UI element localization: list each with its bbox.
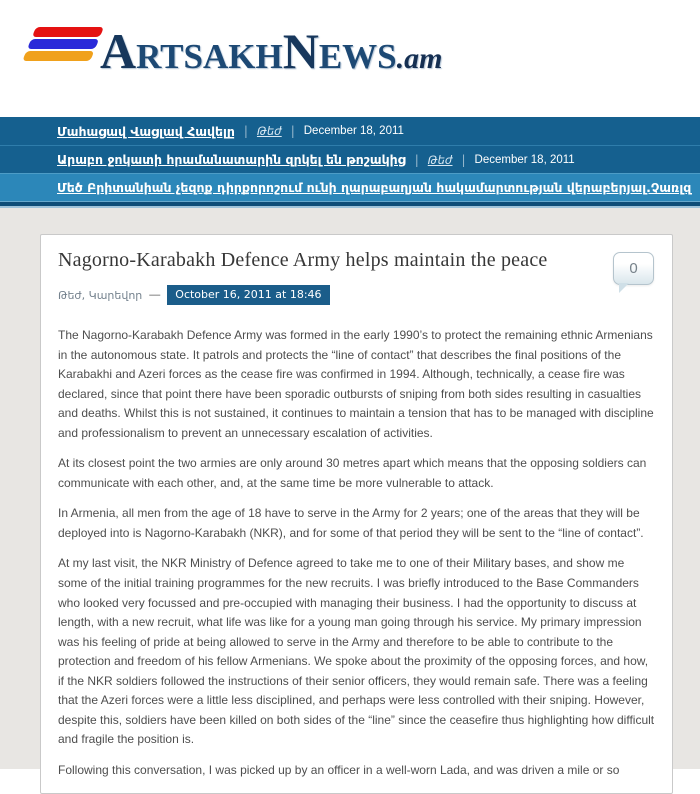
comments-bubble-icon[interactable] xyxy=(613,252,654,285)
page-body xyxy=(0,208,700,777)
armenian-flag-icon xyxy=(21,27,104,63)
article-paragraph: At my last visit, the NKR Ministry of Defence agreed to take me to one of their Military bases, and show me some of the initial training programmes for the new recruits. I was briefly introduced to the Base Commanders who looked very focussed and pre-occupied with managing their business. I had the opportunity to discuss at length, with a new recruit, what life was like for a young man going through his service. My primary impression was his feeling of pride at being allowed to serve in the Army and therefore to be able to contribute to the protection and freedom of his fellow Armenians. We spoke about the proximity of the opposing forces, and how, if the NKR soldiers followed the instructions of their senior officers, they would remain safe. There was a feeling that the Azeri forces were a little less disciplined, and perhaps were less controlled with their sniping. However, despite this, soldiers have been killed on both sides of the “line” since the ceasefire thus highlighting how difficult and fragile the position is. xyxy=(58,556,655,747)
article-meta xyxy=(58,285,655,305)
comments-count: 0 xyxy=(629,260,638,277)
article-content xyxy=(58,326,655,780)
ticker-footer-bar xyxy=(0,201,700,208)
ticker-headline-link[interactable]: Արաբո ջոկատի հրամանատարին զրկել են թոշակից xyxy=(57,152,406,167)
ticker-separator: | xyxy=(243,124,248,138)
ticker-row-2 xyxy=(0,145,700,173)
ticker-separator: | xyxy=(290,124,295,138)
article-paragraph: At its closest point the two armies are only around 30 metres apart which means that the opposing soldiers can communicate with each other, and, at the same time be more vulnerable to attack. xyxy=(58,456,647,490)
ticker-tag-link[interactable]: Թեժ xyxy=(427,152,453,167)
article-title: Nagorno-Karabakh Defence Army helps maintain the peace xyxy=(58,249,548,271)
article-date-badge: October 16, 2011 at 18:46 xyxy=(167,285,329,305)
ticker-date: December 18, 2011 xyxy=(303,125,404,137)
site-logo-text xyxy=(100,22,442,88)
article-categories-link[interactable]: Թեժ, Կարեվոր xyxy=(58,288,143,302)
ticker-separator: | xyxy=(461,152,466,167)
ticker-headline-link[interactable]: Մահացավ Վացլավ Հավելը xyxy=(57,123,235,139)
ticker-row-3 xyxy=(0,173,700,201)
ticker-headline-link[interactable]: Մեծ Բրիտանիան չեզոք դիրքորոշում ունի ղարաբաղյան հակամարտության վերաբերյալ.Չառլզ xyxy=(57,180,692,195)
ticker-separator: | xyxy=(414,152,419,167)
logo-letter-n: N xyxy=(282,23,319,79)
logo-rtsakh: RTSAKH xyxy=(136,37,283,76)
article-paragraph: In Armenia, all men from the age of 18 have to serve in the Army for 2 years; one of the areas that they will be deployed into is Nagorno-Karabakh (NKR), and for some of that period they will be sent to the “line of contact”. xyxy=(58,506,644,540)
logo-ews: EWS xyxy=(318,37,397,76)
article-paragraph: The Nagorno-Karabakh Defence Army was formed in the early 1990’s to protect the remaining ethnic Armenians in the autonomous state. It patrols and protects the “line of contact” that describes the final positions of the Karabakhi and Azeri forces as the cease fire was confirmed in 1994. Although, technically, a cease fire was declared, since that point there have been sporadic outbursts of sniping from both sides resulting in casualties and deaths. Whilst this is not sustained, it continues to maintain a tension that has to be managed with discipline and professionalism to prevent an unnecessary escalation of activities. xyxy=(58,328,654,440)
logo-domain: .am xyxy=(396,42,443,75)
ticker-tag-link[interactable]: Թեժ xyxy=(256,124,282,138)
flag-stripe-orange xyxy=(22,51,94,61)
flag-stripe-red xyxy=(32,27,104,37)
ticker-row-1 xyxy=(0,117,700,145)
article-card xyxy=(40,234,673,794)
article-paragraph: Following this conversation, I was picked up by an officer in a well-worn Lada, and was driven a mile or so xyxy=(58,762,620,777)
meta-separator: — xyxy=(149,289,161,301)
site-header xyxy=(0,0,700,117)
flag-stripe-blue xyxy=(27,39,99,49)
news-ticker xyxy=(0,117,700,208)
ticker-date: December 18, 2011 xyxy=(474,153,575,166)
logo-letter-a: A xyxy=(100,23,137,79)
